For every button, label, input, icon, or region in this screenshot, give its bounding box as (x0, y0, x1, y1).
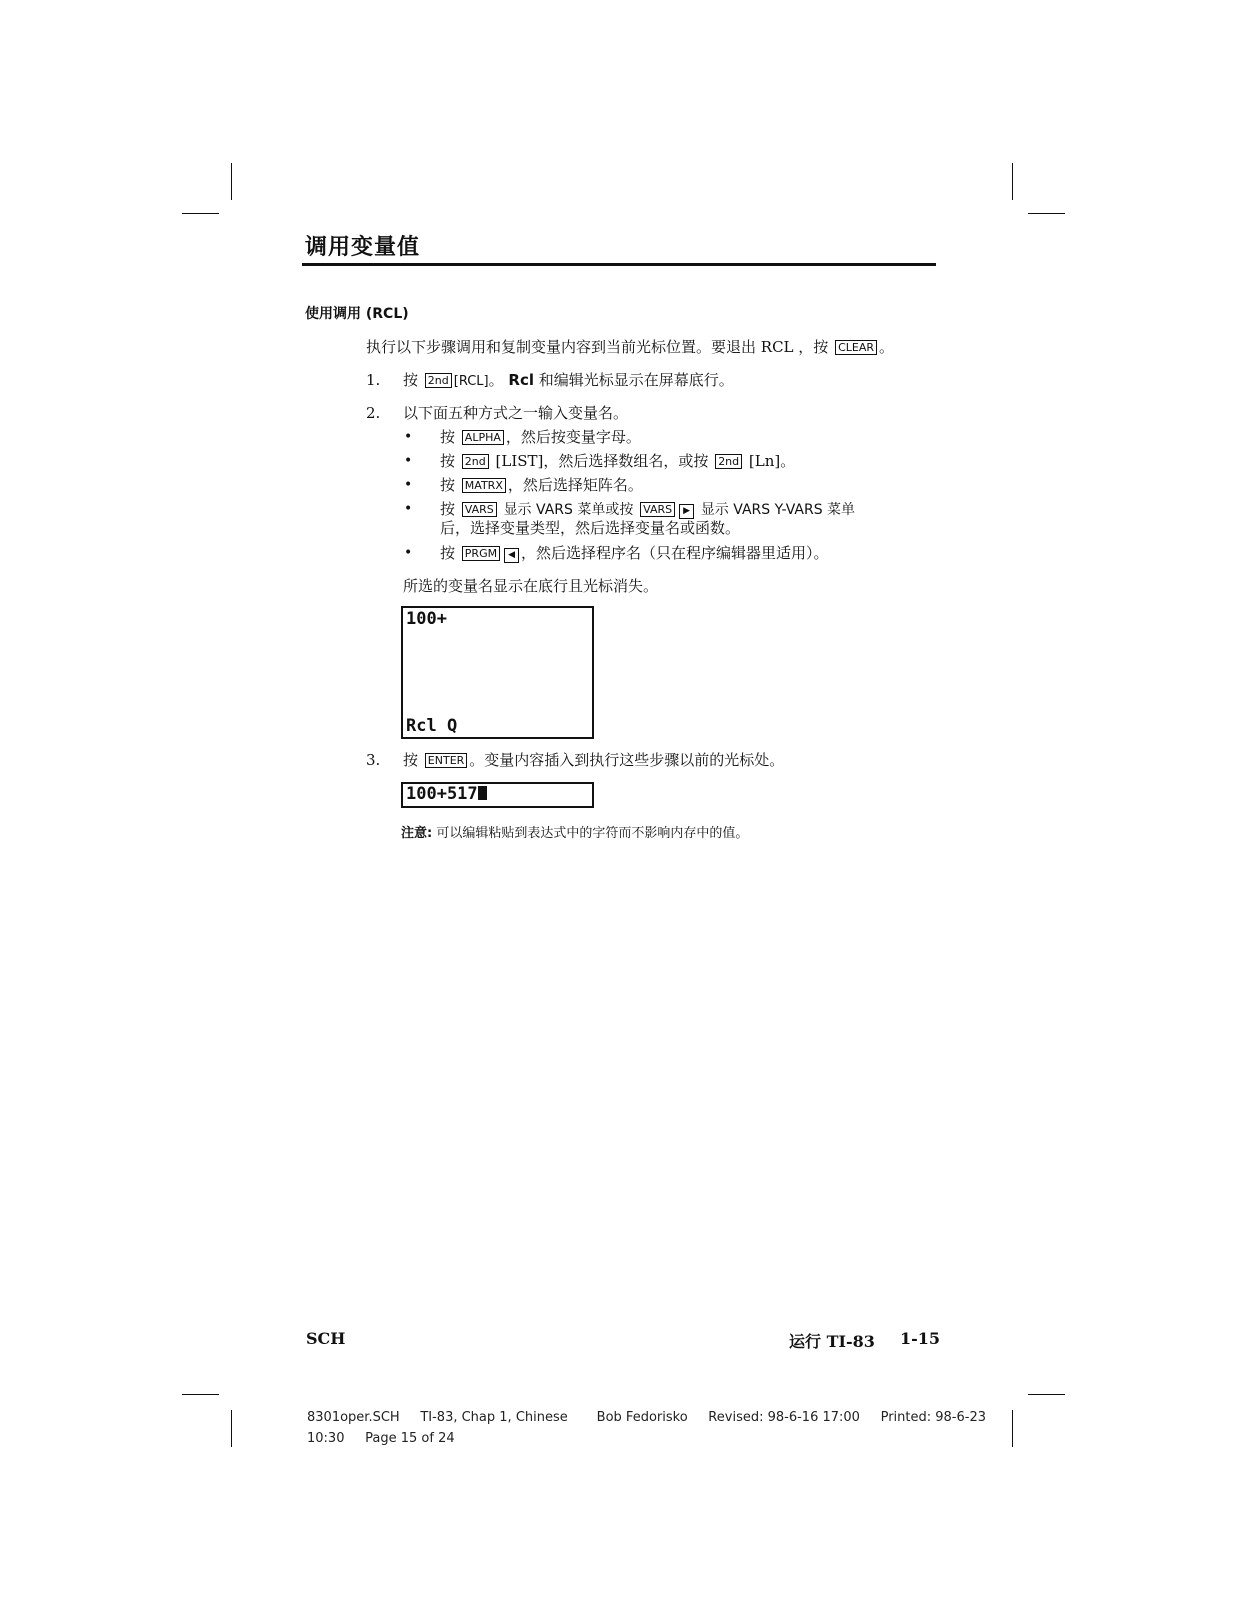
crop-mark (231, 163, 232, 200)
step-number: 1. (366, 371, 381, 389)
matrx-key: MATRX (462, 478, 506, 493)
crop-mark (1012, 163, 1013, 200)
bullet-mid: 显示 VARS 菜单或按 (503, 502, 634, 518)
prgm-key: PRGM (462, 546, 500, 561)
bullet-list (440, 451, 795, 471)
bullet-matrx (440, 475, 643, 495)
intro-text (366, 337, 894, 357)
vars-key: VARS (462, 502, 497, 517)
alpha-key: ALPHA (462, 430, 504, 445)
intro-tail: 。 (879, 338, 895, 356)
cursor-block (478, 786, 487, 800)
clear-key: CLEAR (835, 340, 877, 355)
press-word: 按 (440, 452, 456, 470)
step-1-sep: 。 (488, 371, 504, 389)
bullet-tail: [Ln]。 (748, 452, 796, 470)
bullet-mark: • (404, 453, 413, 469)
bullet-alpha (440, 427, 641, 447)
crop-mark (1028, 213, 1065, 214)
step-2-text: 以下面五种方式之一输入变量名。 (403, 404, 629, 422)
calculator-screen (401, 606, 594, 739)
footer-page-number: 1-15 (900, 1329, 941, 1348)
bullet-tail: ，然后选择程序名（只在程序编辑器里适用）。 (521, 544, 829, 562)
bullet-mark: • (404, 501, 413, 517)
crop-mark (182, 213, 219, 214)
rcl-label: Rcl (508, 371, 534, 389)
entry-line-text (406, 784, 487, 804)
press-word: 按 (403, 371, 419, 389)
press-word: 按 (403, 751, 419, 769)
step-3-tail: 。变量内容插入到执行这些步骤以前的光标处。 (469, 751, 785, 769)
step-number: 3. (366, 751, 381, 769)
print-info-line-2: 10:30 Page 15 of 24 (307, 1431, 455, 1446)
bullet-vars-continued: 后，选择变量类型，然后选择变量名或函数。 (440, 519, 741, 537)
bullet-mark: • (404, 477, 413, 493)
note (401, 822, 748, 841)
step-2-result: 所选的变量名显示在底行且光标消失。 (403, 577, 659, 595)
step-1-text (403, 370, 734, 392)
bullet-prgm (440, 543, 829, 563)
entry-value: 100+517 (406, 784, 478, 804)
rcl-key-label: [RCL] (453, 374, 489, 389)
second-key: 2nd (462, 454, 489, 469)
print-info-line-1: 8301oper.SCH TI-83, Chap 1, Chinese Bob Fedorisko Revised: 98-6-16 17:00 Printed: 98-6-23 (307, 1410, 986, 1425)
press-word: 按 (440, 544, 456, 562)
crop-mark (1028, 1394, 1065, 1395)
crop-mark (231, 1410, 232, 1447)
step-1-tail: 和编辑光标显示在屏幕底行。 (538, 371, 734, 389)
crop-mark (182, 1394, 219, 1395)
left-arrow-key: ◀ (504, 548, 519, 563)
step-number: 2. (366, 404, 381, 422)
vars-key: VARS (640, 502, 675, 517)
screen-line-2: Rcl Q (406, 716, 458, 736)
press-word: 按 (440, 476, 456, 494)
bullet-vars (440, 499, 855, 520)
right-arrow-key: ▶ (679, 504, 694, 519)
bullet-tail: ，然后按变量字母。 (505, 428, 641, 446)
second-key: 2nd (425, 373, 452, 388)
note-text: 可以编辑粘贴到表达式中的字符而不影响内存中的值。 (436, 826, 749, 841)
enter-key: ENTER (425, 753, 468, 768)
bullet-tail: ，然后选择矩阵名。 (507, 476, 643, 494)
title-rule (302, 263, 936, 266)
bullet-tail: 显示 VARS Y-VARS 菜单 (700, 502, 856, 518)
footer-section: 运行 TI-83 (789, 1332, 875, 1351)
step-3-text (403, 750, 784, 770)
page-title: 调用变量值 (305, 235, 421, 260)
screen-line-1: 100+ (406, 609, 447, 629)
bullet-mid: [LIST]，然后选择数组名，或按 (495, 452, 709, 470)
bullet-mark: • (404, 429, 413, 445)
press-word: 按 (440, 500, 456, 518)
note-label: 注意: (401, 826, 433, 841)
section-subheading: 使用调用 (RCL) (305, 306, 409, 322)
crop-mark (1012, 1410, 1013, 1447)
press-word: 按 (440, 428, 456, 446)
footer-left: SCH (306, 1329, 346, 1348)
calculator-entry-line (401, 782, 594, 808)
second-key: 2nd (715, 454, 742, 469)
intro-body: 执行以下步骤调用和复制变量内容到当前光标位置。要退出 RCL ，按 (366, 338, 829, 356)
bullet-mark: • (404, 545, 413, 561)
